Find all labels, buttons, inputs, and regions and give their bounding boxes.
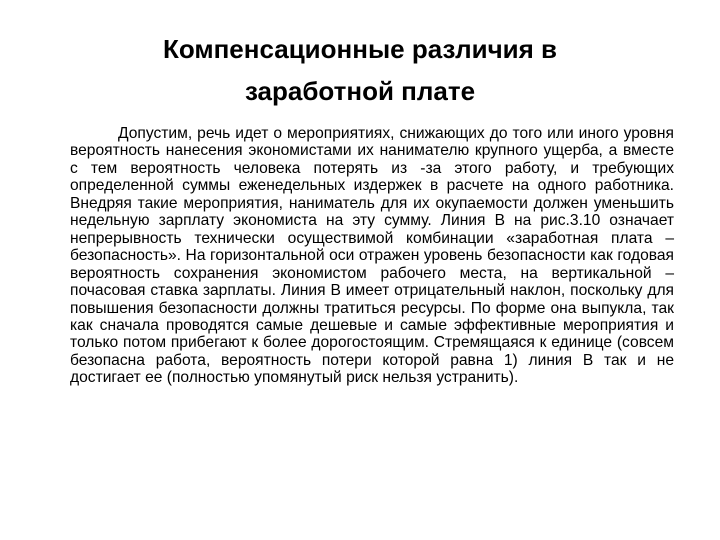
body-paragraph: Допустим, речь идет о мероприятиях, снижающих до того или иного уровня вероятность нанесения экономистами их нанимателю крупного ущерба, а вместе с тем вероятность человека потерять из -за этого работу, и требующих определенной суммы еженедельных издержек в расчете на одного работника. Внедряя такие мероприятия, наниматель для их окупаемости должен уменьшить недельную зарплату экономиста на эту сумму. Линия В на рис.3.10 означает непрерывность технически осуществимой комбинации «заработная плата – безопасность». На горизонтальной оси отражен уровень безопасности как годовая вероятность сохранения экономистом рабочего места, на вертикальной – почасовая ставка зарплаты. Линия В имеет отрицательный наклон, поскольку для повышения безопасности должны тратиться ресурсы. По форме она выпукла, так как сначала проводятся самые дешевые и самые эффективные мероприятия и только потом прибегают к более дорогостоящим. Стремящаяся к единице (совсем безопасна работа, вероятность потери которой равна 1) линия В так и не достигает ее (полностью упомянутый риск нельзя устранить). <box>70 125 674 387</box>
slide-title <box>60 28 660 112</box>
slide-title-line-1: Компенсационные различия в <box>162 34 558 64</box>
slide-title-line-2: заработной плате <box>244 76 476 106</box>
